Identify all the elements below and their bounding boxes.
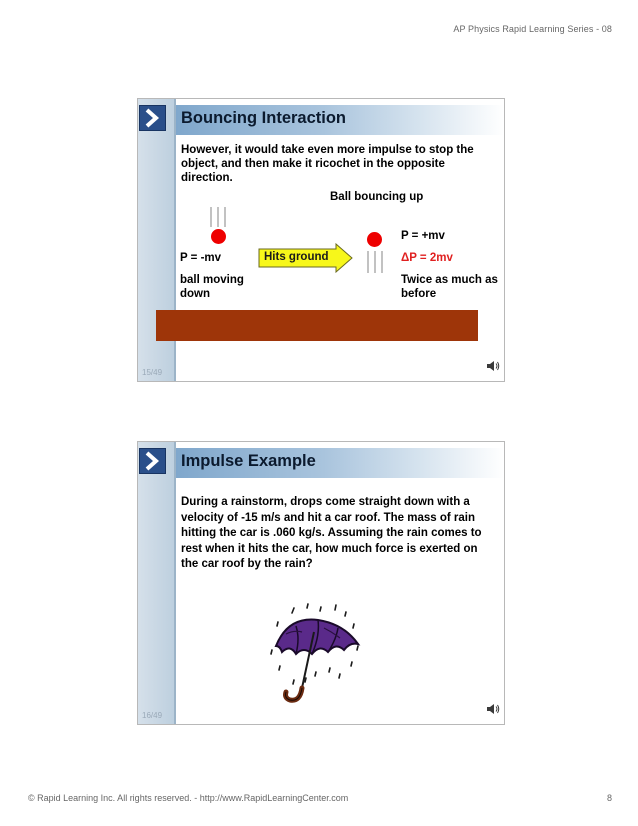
umbrella-in-rain-icon (266, 602, 366, 712)
sidebar-divider (174, 442, 176, 724)
ball-bouncing-up-label: Ball bouncing up (330, 191, 424, 203)
momentum-down-label: P = -mv (180, 252, 222, 264)
falling-ball (211, 229, 226, 244)
intro-text: However, it would take even more impulse to stop the object, and then make it ricochet in the opposite direction. (181, 144, 474, 184)
slide-sidebar (138, 442, 174, 724)
next-arrow-icon[interactable] (139, 105, 166, 131)
delta-momentum-label: ΔP = 2mv (401, 252, 453, 264)
slide-impulse-example (137, 441, 505, 725)
slide-bouncing-interaction (137, 98, 505, 382)
slide-title: Impulse Example (181, 452, 316, 470)
problem-text: During a rainstorm, drops come straight down with a velocity of -15 m/s and hit a car roof. The mass of rain hitting the car is .060 kg/s. Assuming the rain comes to rest when it hits the car, how much force is exerted on the car roof by the rain? (181, 496, 482, 570)
slide-title: Bouncing Interaction (181, 109, 346, 127)
page-number: 8 (606, 793, 612, 803)
speaker-icon[interactable] (486, 359, 500, 377)
copyright-footer: © Rapid Learning Inc. All rights reserved. - http://www.RapidLearningCenter.com (28, 793, 349, 803)
series-header: AP Physics Rapid Learning Series - 08 (453, 24, 612, 34)
rising-ball (367, 232, 382, 247)
slide-page-number: 16/49 (142, 711, 163, 720)
rising-ball-motion-lines (363, 249, 389, 279)
speaker-icon[interactable] (486, 702, 500, 720)
next-arrow-icon[interactable] (139, 448, 166, 474)
ball-moving-down-label: ball moving down (180, 274, 244, 300)
twice-as-much-label: Twice as much as before (401, 274, 498, 300)
momentum-up-label: P = +mv (401, 230, 445, 242)
hits-ground-label: Hits ground (264, 251, 329, 263)
slide-page-number: 15/49 (142, 368, 163, 377)
ground-block (156, 310, 478, 341)
